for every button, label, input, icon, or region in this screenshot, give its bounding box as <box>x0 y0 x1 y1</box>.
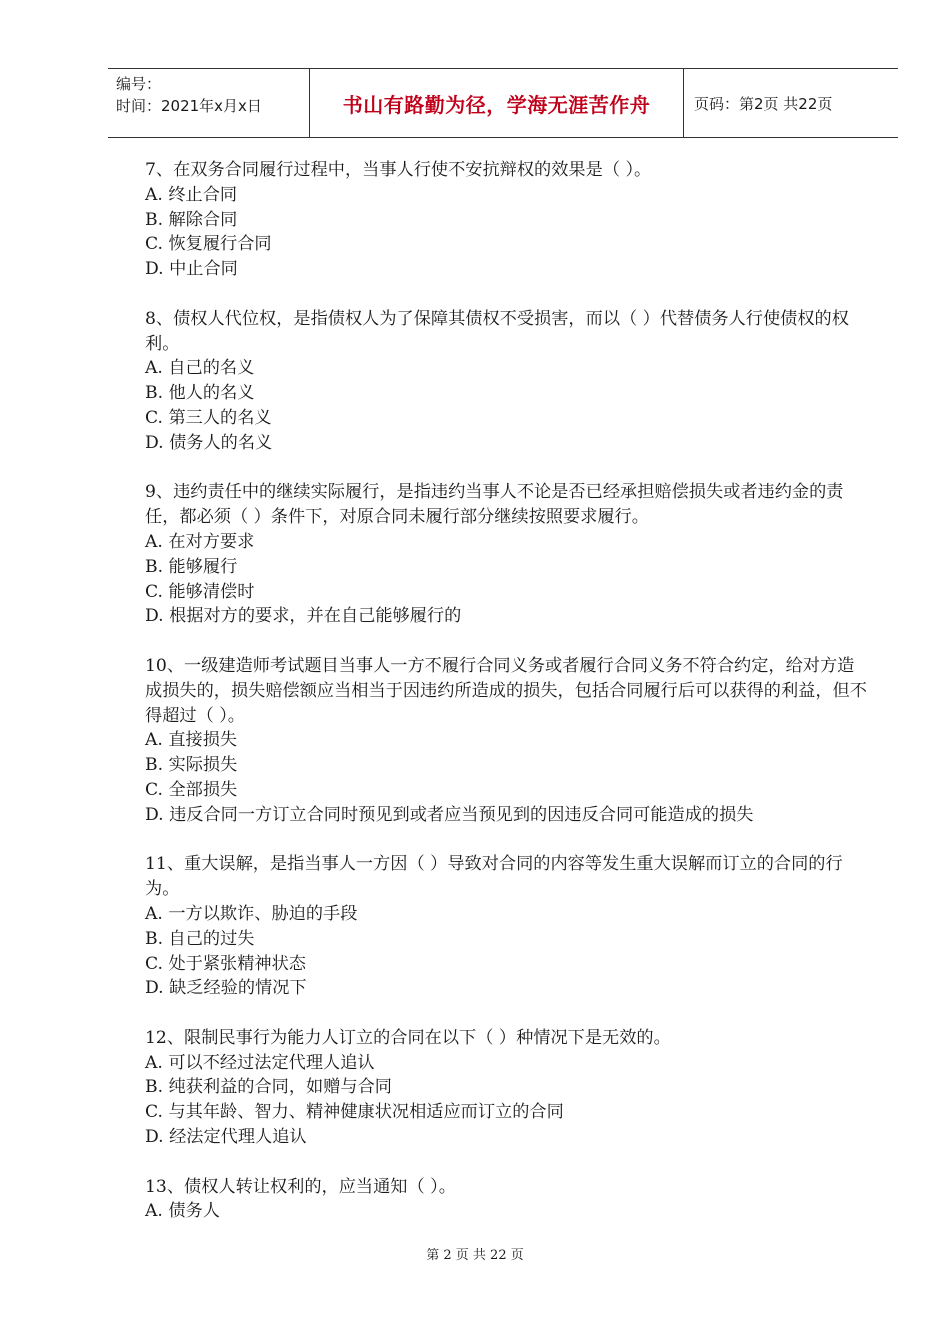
answer-option: D. 违反合同一方订立合同时预见到或者应当预见到的因违反合同可能造成的损失 <box>145 804 754 825</box>
question <box>145 852 870 1001</box>
page-header <box>108 68 898 138</box>
answer-option: C. 与其年龄、智力、精神健康状况相适应而订立的合同 <box>145 1102 564 1123</box>
number-label: 编号： <box>116 75 162 93</box>
question <box>145 1026 870 1150</box>
answer-option: A. 在对方要求 <box>145 531 255 552</box>
answer-option: B. 他人的名义 <box>145 383 255 404</box>
question-stem: 10、一级建造师考试题目当事人一方不履行合同义务或者履行合同义务不符合约定，给对方造成损失的，损失赔偿额应当相当于因违约所造成的损失，包括合同履行后可以获得的利益，但不得超过（ ）。 <box>145 655 867 726</box>
answer-option: D. 债务人的名义 <box>145 432 273 453</box>
question-stem: 7、在双务合同履行过程中，当事人行使不安抗辩权的效果是（ ）。 <box>145 160 652 180</box>
answer-option: C. 能够清偿时 <box>145 581 255 602</box>
answer-option: B. 纯获利益的合同，如赠与合同 <box>145 1077 392 1098</box>
answer-option: A. 终止合同 <box>145 184 238 205</box>
answer-option: C. 全部损失 <box>145 779 238 800</box>
answer-option: D. 经法定代理人追认 <box>145 1127 307 1148</box>
question <box>145 654 870 828</box>
question-stem: 12、限制民事行为能力人订立的合同在以下（ ）种情况下是无效的。 <box>145 1027 671 1048</box>
answer-option: C. 恢复履行合同 <box>145 234 272 255</box>
question-list <box>145 158 870 1224</box>
answer-option: C. 处于紧张精神状态 <box>145 953 306 974</box>
question <box>145 307 870 456</box>
header-info-cell <box>108 69 310 137</box>
answer-option: D. 根据对方的要求，并在自己能够履行的 <box>145 606 462 627</box>
question <box>145 158 870 282</box>
answer-option: D. 缺乏经验的情况下 <box>145 978 307 999</box>
answer-option: A. 自己的名义 <box>145 358 255 379</box>
answer-option: C. 第三人的名义 <box>145 407 272 428</box>
question-stem: 11、重大误解，是指当事人一方因（ ）导致对合同的内容等发生重大误解而订立的合同的行为。 <box>145 854 843 900</box>
answer-option: A. 一方以欺诈、胁迫的手段 <box>145 903 358 924</box>
answer-option: B. 实际损失 <box>145 755 238 776</box>
question <box>145 480 870 629</box>
answer-option: B. 自己的过失 <box>145 928 255 949</box>
time-label: 时间：2021年x月x日 <box>116 97 262 115</box>
answer-option: B. 能够履行 <box>145 556 238 577</box>
answer-option: A. 债务人 <box>145 1201 220 1222</box>
header-motto: 书山有路勤为径，学海无涯苦作舟 <box>310 69 684 137</box>
question-stem: 13、债权人转让权利的，应当通知（ ）。 <box>145 1176 456 1197</box>
page-footer: 第 2 页 共 22 页 <box>426 1248 524 1263</box>
header-page-info: 页码：第2页 共22页 <box>694 94 833 113</box>
answer-option: A. 可以不经过法定代理人追认 <box>145 1052 375 1073</box>
answer-option: A. 直接损失 <box>145 730 238 751</box>
answer-option: B. 解除合同 <box>145 209 238 230</box>
answer-option: D. 中止合同 <box>145 259 238 280</box>
question-stem: 8、债权人代位权，是指债权人为了保障其债权不受损害，而以（ ）代替债务人行使债权的权利。 <box>145 308 849 354</box>
question-stem: 9、违约责任中的继续实际履行，是指违约当事人不论是否已经承担赔偿损失或者违约金的责任，都必须（ ）条件下，对原合同未履行部分继续按照要求履行。 <box>145 482 844 528</box>
question <box>145 1175 870 1225</box>
